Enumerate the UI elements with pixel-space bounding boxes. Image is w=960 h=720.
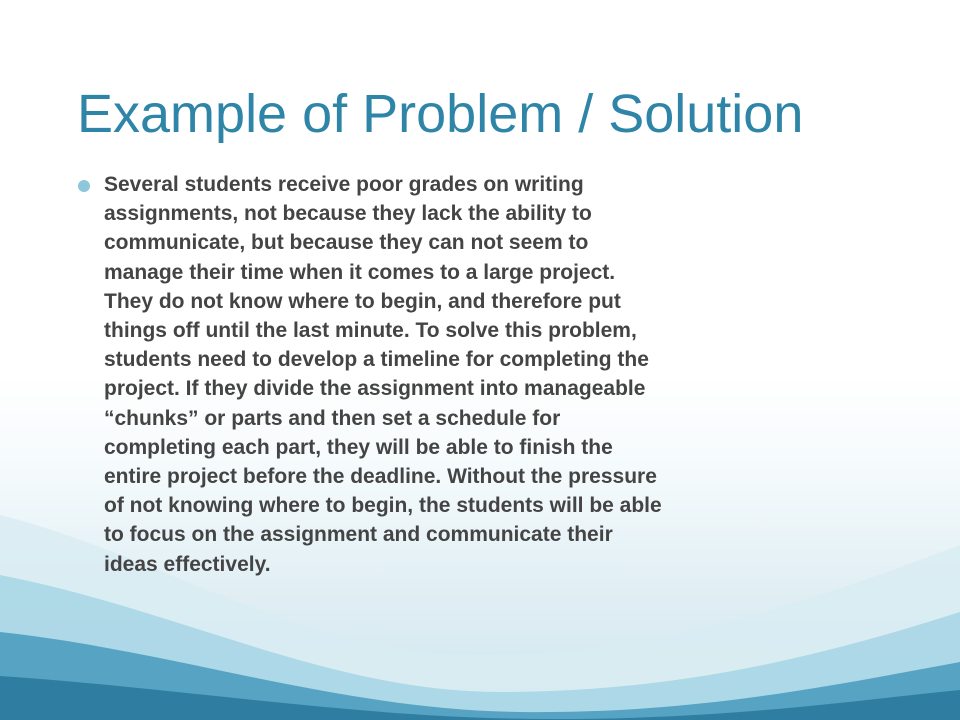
bullet-dot-icon [78, 180, 90, 192]
bullet-text: Several students receive poor grades on writing assignments, not because they lack the ability to communicate, but because they can not seem to manage their time when it comes to a large project. They do not know where to begin, and therefore put things off until the last minute. To solve this problem, students need to develop a timeline for completing the project. If they divide the assignment into manageable “chunks” or parts and then set a schedule for completing each part, they will be able to finish the entire project before the deadline. Without the pressure of not knowing where to begin, the students will be able to focus on the assignment and communicate their ideas effectively. [104, 173, 662, 576]
bullet-item [78, 170, 898, 579]
slide-title: Example of Problem / Solution [77, 84, 804, 144]
slide-content [78, 170, 898, 579]
